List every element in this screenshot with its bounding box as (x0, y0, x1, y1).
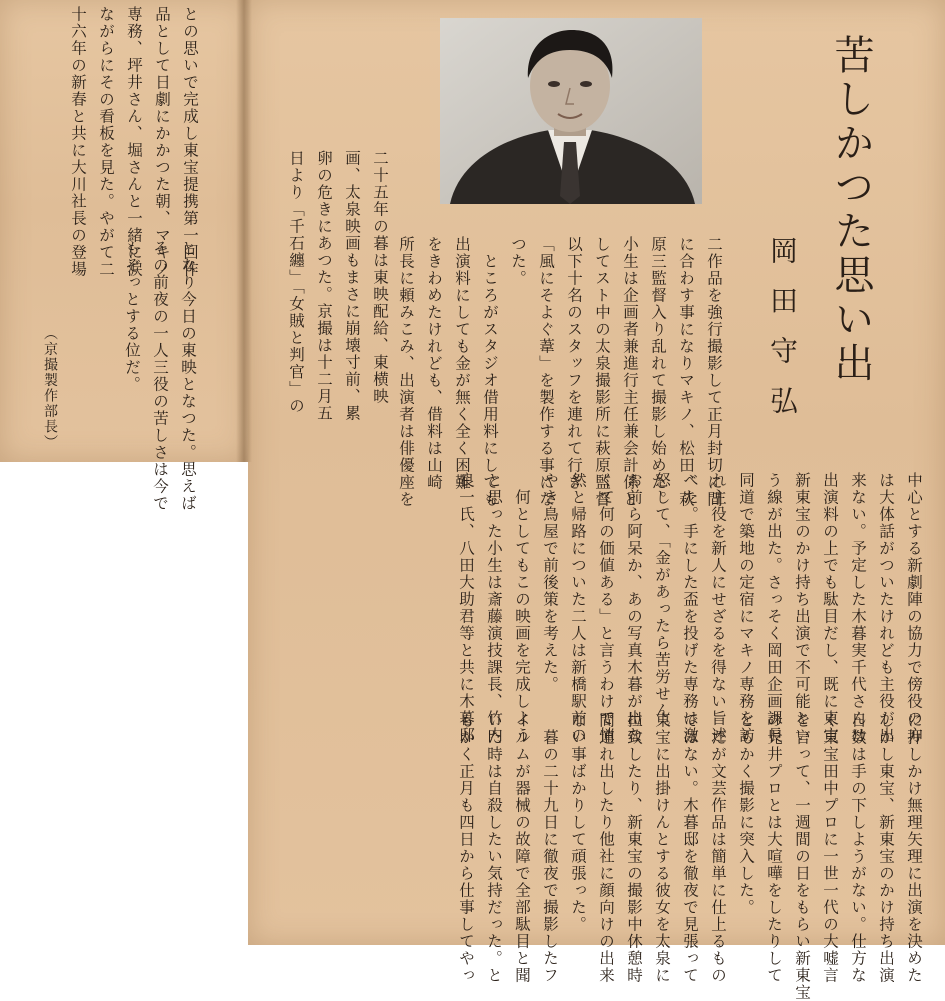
text-line: 暮の二十九日に徹夜で撮影したフ (541, 712, 559, 984)
text-line: ところがスタジオ借用料にしても (481, 236, 499, 508)
bottom-text-block (262, 712, 928, 1001)
text-line: 二作品を強行撮影して正月封切に間 (705, 236, 723, 508)
text-line: 小生は企画者兼進行主任兼会計係と (621, 236, 639, 508)
text-line: 中心とする新劇陣の協力で傍役の方 (905, 472, 923, 744)
intro-text-block (276, 150, 394, 422)
text-line: 東宝に出掛けんとする彼女を太泉に (653, 712, 671, 984)
text-line: 卵の危きにあつた。京撮は十二月五 (315, 150, 333, 422)
text-line: との思いで完成し東宝提携第一回作 (181, 6, 199, 278)
text-line: れ主役を新人にせざるを得ない旨述 (709, 472, 727, 744)
text-line: く東宝田中プロに一世一代の大嘘言 (821, 712, 839, 984)
text-line: 同道で築地の定宿にマキノ専務を訪 (737, 472, 755, 744)
left-page-upper-text (26, 6, 204, 278)
text-line: だが文芸作品は簡単に仕上るもの (709, 712, 727, 984)
middle-text-block (262, 236, 728, 508)
author-credit: （京撮製作部長） (42, 326, 58, 450)
text-line: べた。手にした盃を投げた専務は激 (681, 472, 699, 744)
text-line: 原三監督入り乱れて撮影し始めた。 (649, 236, 667, 508)
lower-text-block (262, 472, 928, 744)
text-line: 日数は手の下しようがない。仕方な (849, 712, 867, 984)
text-line: 専務、坪井さん、堀さんと一緒に涙 (125, 6, 143, 278)
text-line: してスト中の太泉撮影所に萩原監督 (593, 236, 611, 508)
text-line: やき鳥屋で前後策を考えた。 (541, 472, 559, 693)
text-line: 拉致したり、新東宝の撮影中休憩時 (625, 712, 643, 984)
text-line: の児井プロとは大喧嘩をしたりして (765, 712, 783, 984)
text-line: しかし東宝、新東宝のかけ持ち出演 (877, 712, 895, 984)
text-line: 良一氏、八田大助君等と共に木暮邸 (457, 472, 475, 744)
text-line: ともかく撮影に突入した。 (737, 712, 755, 916)
text-line: イルムが器械の故障で全部駄目と聞 (513, 712, 531, 984)
text-line: 画、太泉映画もまさに崩壊寸前、累 (343, 150, 361, 422)
text-line: 来ない。予定した木暮実千代さんは (849, 472, 867, 744)
text-line: もかく正月も四日から仕事してやっ (457, 712, 475, 984)
text-line: 二十五年の暮は東映配給、東横映 (371, 150, 389, 405)
text-line: その前夜の一人三役の苦しさは今で (151, 240, 169, 512)
text-line: となり今日の東映となつた。思えば (179, 240, 197, 512)
text-line: と思った小生は斎藤演技課長、竹内 (485, 472, 503, 744)
text-line: もぞっとする位だ。 (123, 240, 141, 393)
text-line: に合わす事になりマキノ、松田、萩 (677, 236, 695, 508)
text-line: 新東宝のかけ持ち出演で不可能とい (793, 472, 811, 744)
text-line: いた時は自殺したい気持だった。と (485, 712, 503, 984)
text-line: 間連れ出したり他社に顔向けの出来 (597, 712, 615, 984)
page-fold-shadow (236, 0, 252, 462)
text-line: つた。 (509, 236, 527, 287)
text-line: 何としてもこの映画を完成しよう (513, 472, 531, 744)
text-line: 十六年の新春と共に大川社長の登場 (69, 6, 87, 278)
text-line: 然と帰路についた二人は新橋駅前の (569, 472, 587, 744)
text-line: を言って、一週間の日をもらい新東宝 (793, 712, 811, 1001)
text-line: ながらにその看板を見た。やがて二 (97, 6, 115, 278)
text-line: 品として日劇にかかつた朝、マキノ (153, 6, 171, 278)
text-line: お前ら阿呆か、あの写真木暮が出な (625, 472, 643, 744)
text-line: 出演料の上でも駄目だし、既に東宝 (821, 472, 839, 744)
text-line: 日より「千石纏」「女賊と判官」の (287, 150, 305, 415)
text-line: くて何の価値ある」と言うわけで悄 (597, 472, 615, 744)
text-line: に押しかけ無理矢理に出演を決めた (905, 712, 923, 984)
text-line: は大体話がついたけれども主役が出 (877, 472, 895, 744)
article-title: 苦しかつた思い出 (828, 34, 874, 386)
text-line: 怒して、「金があったら苦労せん。 (653, 472, 671, 737)
text-line: 出演料にしても金が無く全く困難 (453, 236, 471, 491)
text-line: ではない。木暮邸を徹夜で見張って (681, 712, 699, 984)
text-line: 「風にそよぐ葦」を製作する事にな (537, 236, 555, 508)
text-line: をきわめたけれども、借料は山崎 (425, 236, 443, 491)
text-line: 所長に頼みこみ、出演者は俳優座を (397, 236, 415, 508)
text-line: う線が出た。さっそく岡田企画課長 (765, 472, 783, 744)
left-page-lower-text (90, 240, 202, 512)
text-line: ない事ばかりして頑張った。 (569, 712, 587, 933)
text-line: 以下十名のスタッフを連れて行き (565, 236, 583, 491)
author-photo (440, 18, 702, 204)
author-name: 岡田守弘 (766, 236, 799, 436)
